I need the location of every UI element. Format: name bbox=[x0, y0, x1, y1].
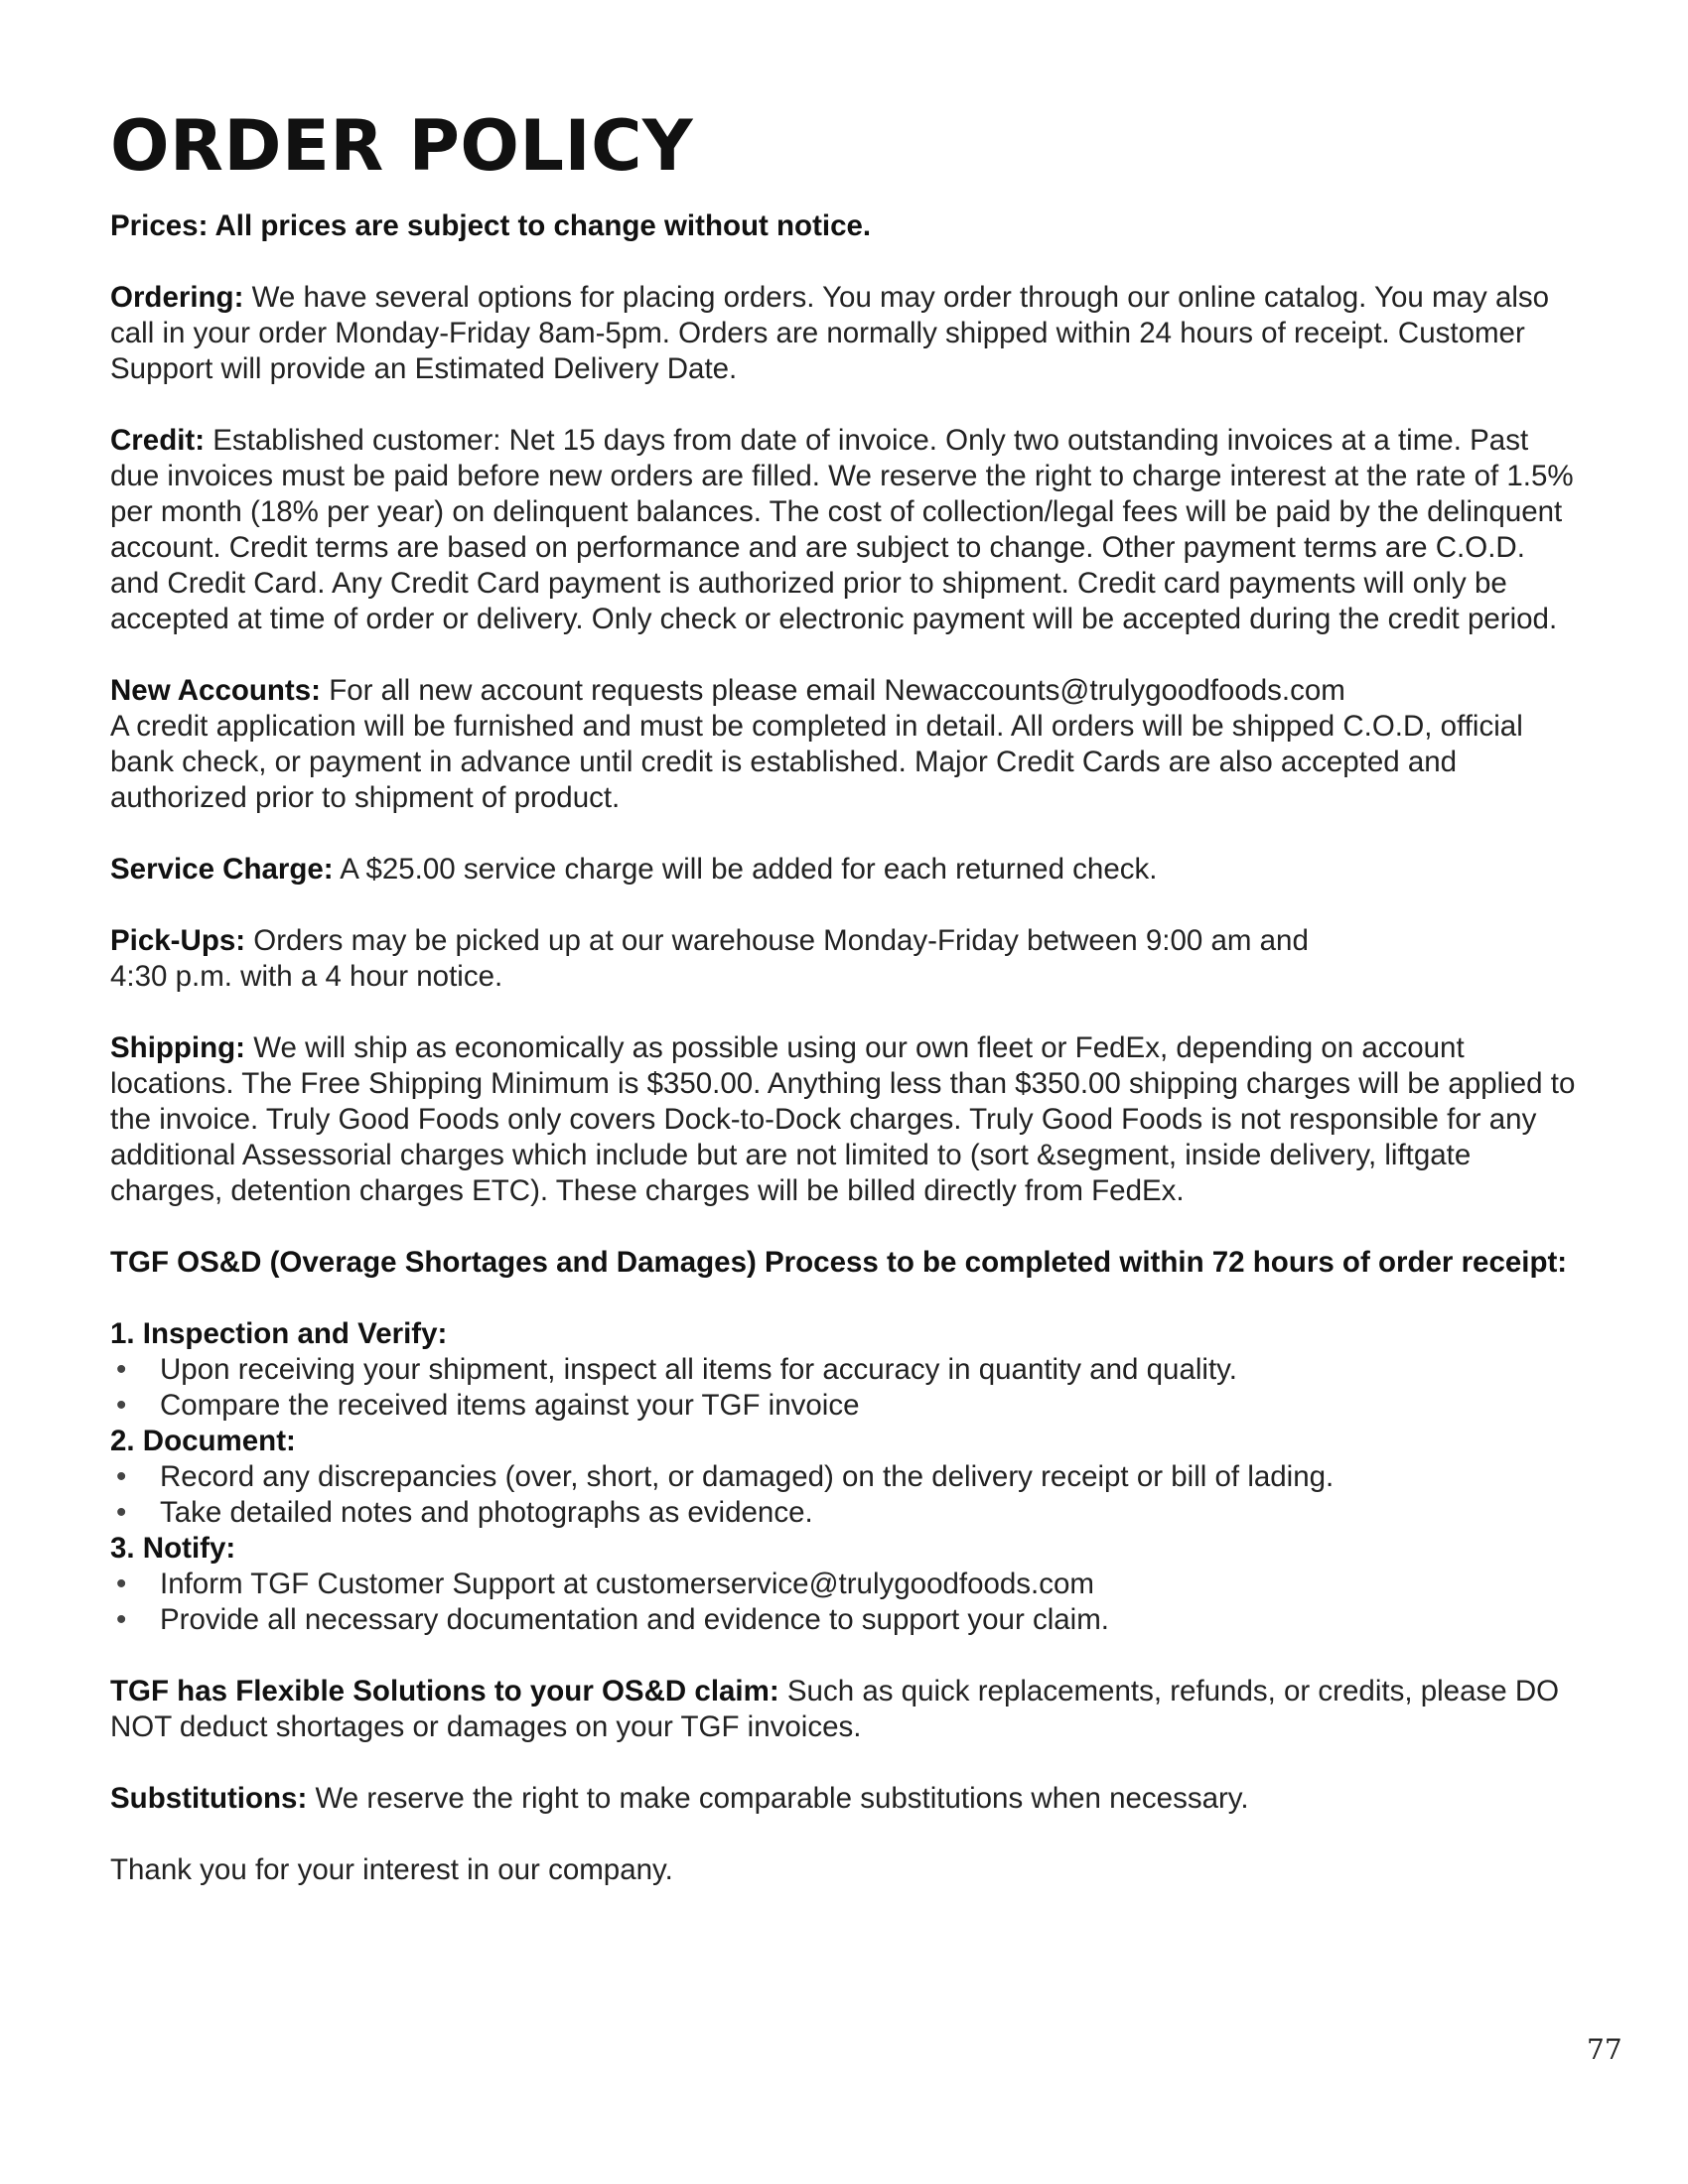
pickups-label: Pick-Ups: bbox=[110, 924, 246, 957]
new-accounts-label: New Accounts: bbox=[110, 674, 321, 707]
bullet-icon: • bbox=[116, 1603, 127, 1636]
list-item-text: Upon receiving your shipment, inspect all items for accuracy in quantity and quality. bbox=[160, 1353, 1237, 1386]
shipping-section bbox=[110, 1030, 1580, 1209]
ordering-label: Ordering: bbox=[110, 281, 244, 314]
step-title: 2. Document: bbox=[110, 1425, 296, 1457]
page-title: ORDER POLICY bbox=[110, 105, 694, 187]
list-item-text: Take detailed notes and photographs as evidence. bbox=[160, 1496, 813, 1529]
list-item bbox=[110, 1495, 1580, 1531]
ordering-text: We have several options for placing orders. You may order through our online catalog. You may also call in your order Monday-Friday 8am-5pm. Orders are normally shipped within 24 hours of receipt. Customer Support will provide an Estimated Delivery Date. bbox=[110, 281, 1550, 385]
shipping-text: We will ship as economically as possible using our own fleet or FedEx, depending on account locations. The Free Shipping Minimum is $350.00. Anything less than $350.00 shipping charges will be applied to the invoice. Truly Good Foods only covers Dock-to-Dock charges. Truly Good Foods is not responsible for any additional Assessorial charges which include but are not limited to (sort &segment, inside delivery, liftgate charges, detention charges ETC). These charges will be billed directly from FedEx. bbox=[110, 1031, 1576, 1207]
list-item bbox=[110, 1567, 1580, 1602]
list-item bbox=[110, 1352, 1580, 1388]
list-item-text: Provide all necessary documentation and evidence to support your claim. bbox=[160, 1603, 1109, 1636]
service-charge-text: A $25.00 service charge will be added for each returned check. bbox=[333, 853, 1158, 886]
list-item bbox=[110, 1602, 1580, 1638]
credit-section bbox=[110, 423, 1580, 637]
list-item-text: Compare the received items against your TGF invoice bbox=[160, 1389, 860, 1422]
bullet-icon: • bbox=[116, 1568, 127, 1600]
substitutions-text: We reserve the right to make comparable substitutions when necessary. bbox=[307, 1782, 1249, 1815]
bullet-icon: • bbox=[116, 1389, 127, 1422]
order-policy-page bbox=[110, 99, 1580, 1888]
shipping-label: Shipping: bbox=[110, 1031, 245, 1064]
credit-text: Established customer: Net 15 days from date of invoice. Only two outstanding invoices at a time. Past due invoices must be paid before new orders are filled. We reserve the right to charge interest at the rate of 1.5% per month (18% per year) on delinquent balances. The cost of collection/legal fees will be paid by the delinquent account. Credit terms are based on performance and are subject to change. Other payment terms are C.O.D. and Credit Card. Any Credit Card payment is authorized prior to shipment. Credit card payments will only be accepted at time of order or delivery. Only check or electronic payment will be accepted during the credit period. bbox=[110, 424, 1574, 635]
bullet-icon: • bbox=[116, 1353, 127, 1386]
flexible-solutions-text: Such as quick replacements, refunds, or credits, please DO NOT deduct shortages or damages on your TGF invoices. bbox=[110, 1675, 1560, 1743]
osd-steps bbox=[110, 1316, 1580, 1638]
bullet-icon: • bbox=[116, 1496, 127, 1529]
list-item-text: Record any discrepancies (over, short, or damaged) on the delivery receipt or bill of lading. bbox=[160, 1460, 1335, 1493]
flexible-solutions-section bbox=[110, 1674, 1580, 1745]
substitutions-section bbox=[110, 1781, 1580, 1817]
ordering-section bbox=[110, 280, 1580, 387]
step-title: 1. Inspection and Verify: bbox=[110, 1317, 448, 1350]
page-number: 77 bbox=[1587, 2033, 1622, 2066]
new-accounts-text: For all new account requests please email Newaccounts@trulygoodfoods.com bbox=[321, 674, 1345, 707]
osd-heading: TGF OS&D (Overage Shortages and Damages) Process to be completed within 72 hours of order receipt: bbox=[110, 1246, 1568, 1279]
list-item bbox=[110, 1459, 1580, 1495]
pickups-hours: 4:30 p.m. with a 4 hour notice. bbox=[110, 960, 503, 993]
list-item bbox=[110, 1388, 1580, 1424]
flexible-solutions-label: TGF has Flexible Solutions to your OS&D claim: bbox=[110, 1675, 779, 1707]
pickups-line bbox=[110, 923, 1580, 959]
credit-label: Credit: bbox=[110, 424, 206, 457]
pickups-section bbox=[110, 923, 1580, 995]
service-charge-label: Service Charge: bbox=[110, 853, 334, 886]
list-item-text: Inform TGF Customer Support at customerservice@trulygoodfoods.com bbox=[160, 1568, 1094, 1600]
new-accounts-section bbox=[110, 673, 1580, 816]
step-title: 3. Notify: bbox=[110, 1532, 236, 1565]
new-accounts-details: A credit application will be furnished and must be completed in detail. All orders will be shipped C.O.D, official bank check, or payment in advance until credit is established. Major Credit Cards are also accepted and authorized prior to shipment of product. bbox=[110, 710, 1523, 814]
pickups-text: Orders may be picked up at our warehouse Monday-Friday between 9:00 am and bbox=[245, 924, 1309, 957]
bullet-icon: • bbox=[116, 1460, 127, 1493]
substitutions-label: Substitutions: bbox=[110, 1782, 308, 1815]
prices-notice: Prices: All prices are subject to change without notice. bbox=[110, 209, 872, 242]
new-accounts-line bbox=[110, 673, 1580, 709]
service-charge-section bbox=[110, 852, 1580, 887]
thank-you-note: Thank you for your interest in our company. bbox=[110, 1853, 673, 1886]
